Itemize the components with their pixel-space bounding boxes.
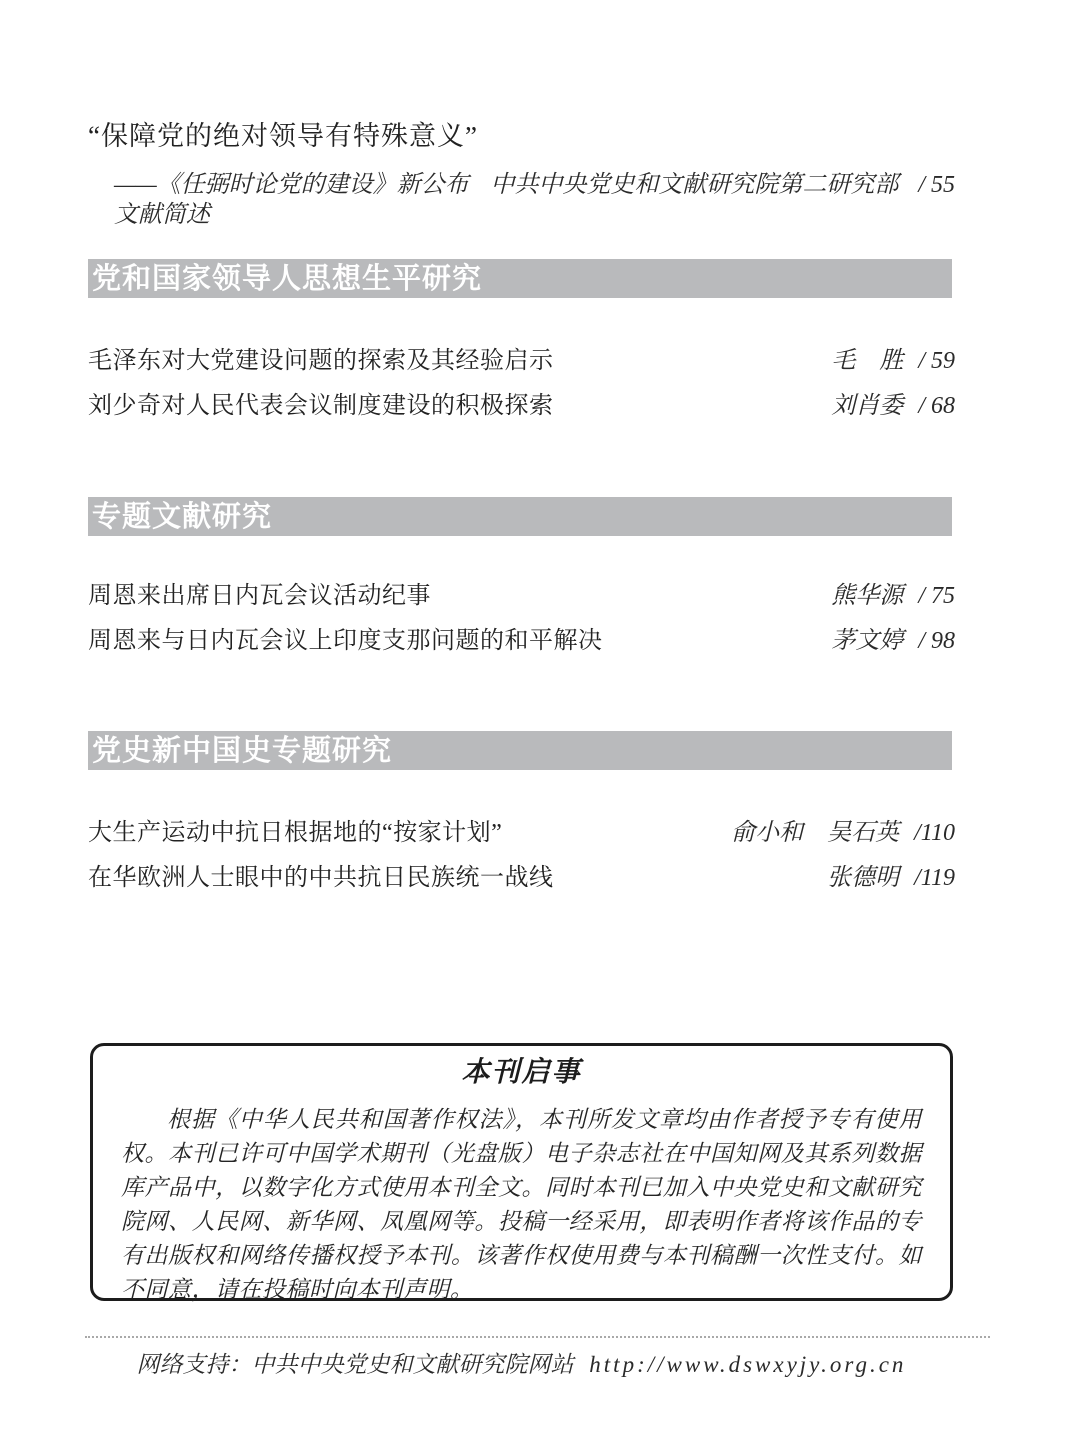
article-author-pageref	[827, 863, 955, 893]
article-title: 大生产运动中抗日根据地的“按家计划”	[88, 820, 503, 846]
section-leaders-thought-life	[88, 259, 955, 436]
article-page-ref: /119	[914, 865, 955, 891]
lead-article-author-pageref	[490, 170, 955, 200]
article-author: 毛 胜	[831, 348, 904, 374]
article-list	[88, 346, 955, 421]
article-author-pageref	[831, 346, 955, 376]
section-special-documents	[88, 497, 955, 671]
notice-body: 根据《中华人民共和国著作权法》，本刊所发文章均由作者授予专有使用权。本刊已许可中国学术期刊（光盘版）电子杂志社在中国知网及其系列数据库产品中，以数字化方式使用本刊全文。同时本刊已加入中央党史和文献研究院网、人民网、新华网、凤凰网等。投稿一经采用，即表明作者将该作品的专有出版权和网络传播权授予本刊。该著作权使用费与本刊稿酬一次性支付。如不同意，请在投稿时向本刊声明。	[121, 1107, 922, 1302]
article-row	[88, 818, 955, 848]
article-page-ref: / 59	[918, 348, 955, 374]
article-row	[88, 346, 955, 376]
article-page-ref: / 68	[918, 393, 955, 419]
article-author: 茅文婷	[831, 628, 904, 654]
lead-article-page-ref: / 55	[918, 172, 955, 198]
lead-article-subline	[88, 170, 955, 230]
article-list	[88, 818, 955, 893]
article-page-ref: / 98	[918, 628, 955, 654]
section-header-bar: 党史新中国史专题研究	[88, 731, 952, 770]
lead-article-author: 中共中央党史和文献研究院第二研究部	[490, 172, 899, 198]
article-author-pageref	[831, 581, 955, 611]
article-author: 熊华源	[831, 583, 904, 609]
lead-article-title: “保障党的绝对领导有特殊意义”	[88, 121, 478, 151]
article-title: 周恩来出席日内瓦会议活动纪事	[88, 583, 431, 609]
section-party-history-research	[88, 731, 955, 908]
article-author: 刘肖委	[831, 393, 904, 419]
article-author: 俞小和 吴石英	[731, 820, 900, 846]
article-row	[88, 581, 955, 611]
article-author-pageref	[731, 818, 955, 848]
section-header-bar: 党和国家领导人思想生平研究	[88, 259, 952, 298]
footer-website-url: http://www.dswxyjy.org.cn	[589, 1352, 907, 1377]
article-row	[88, 863, 955, 893]
article-title: 在华欧洲人士眼中的中共抗日民族统一战线	[88, 865, 554, 891]
article-row	[88, 391, 955, 421]
lead-article-entry	[88, 118, 955, 230]
section-header-bar: 专题文献研究	[88, 497, 952, 536]
footer-dotted-divider	[85, 1336, 990, 1338]
article-title: 毛泽东对大党建设问题的探索及其经验启示	[88, 348, 554, 374]
article-page-ref: /110	[914, 820, 955, 846]
article-page-ref: / 75	[918, 583, 955, 609]
article-author-pageref	[831, 626, 955, 656]
lead-article-subtitle: ——《任弼时论党的建设》新公布文献简述	[114, 172, 469, 228]
journal-notice-box	[90, 1043, 953, 1301]
footer-support-line	[88, 1350, 955, 1380]
notice-title: 本刊启事	[461, 1057, 582, 1088]
article-list	[88, 581, 955, 656]
article-row	[88, 626, 955, 656]
article-author-pageref	[831, 391, 955, 421]
article-author: 张德明	[827, 865, 900, 891]
article-title: 刘少奇对人民代表会议制度建设的积极探索	[88, 393, 554, 419]
footer-support-text: 网络支持：中共中央党史和文献研究院网站	[136, 1352, 574, 1377]
article-title: 周恩来与日内瓦会议上印度支那问题的和平解决	[88, 628, 603, 654]
